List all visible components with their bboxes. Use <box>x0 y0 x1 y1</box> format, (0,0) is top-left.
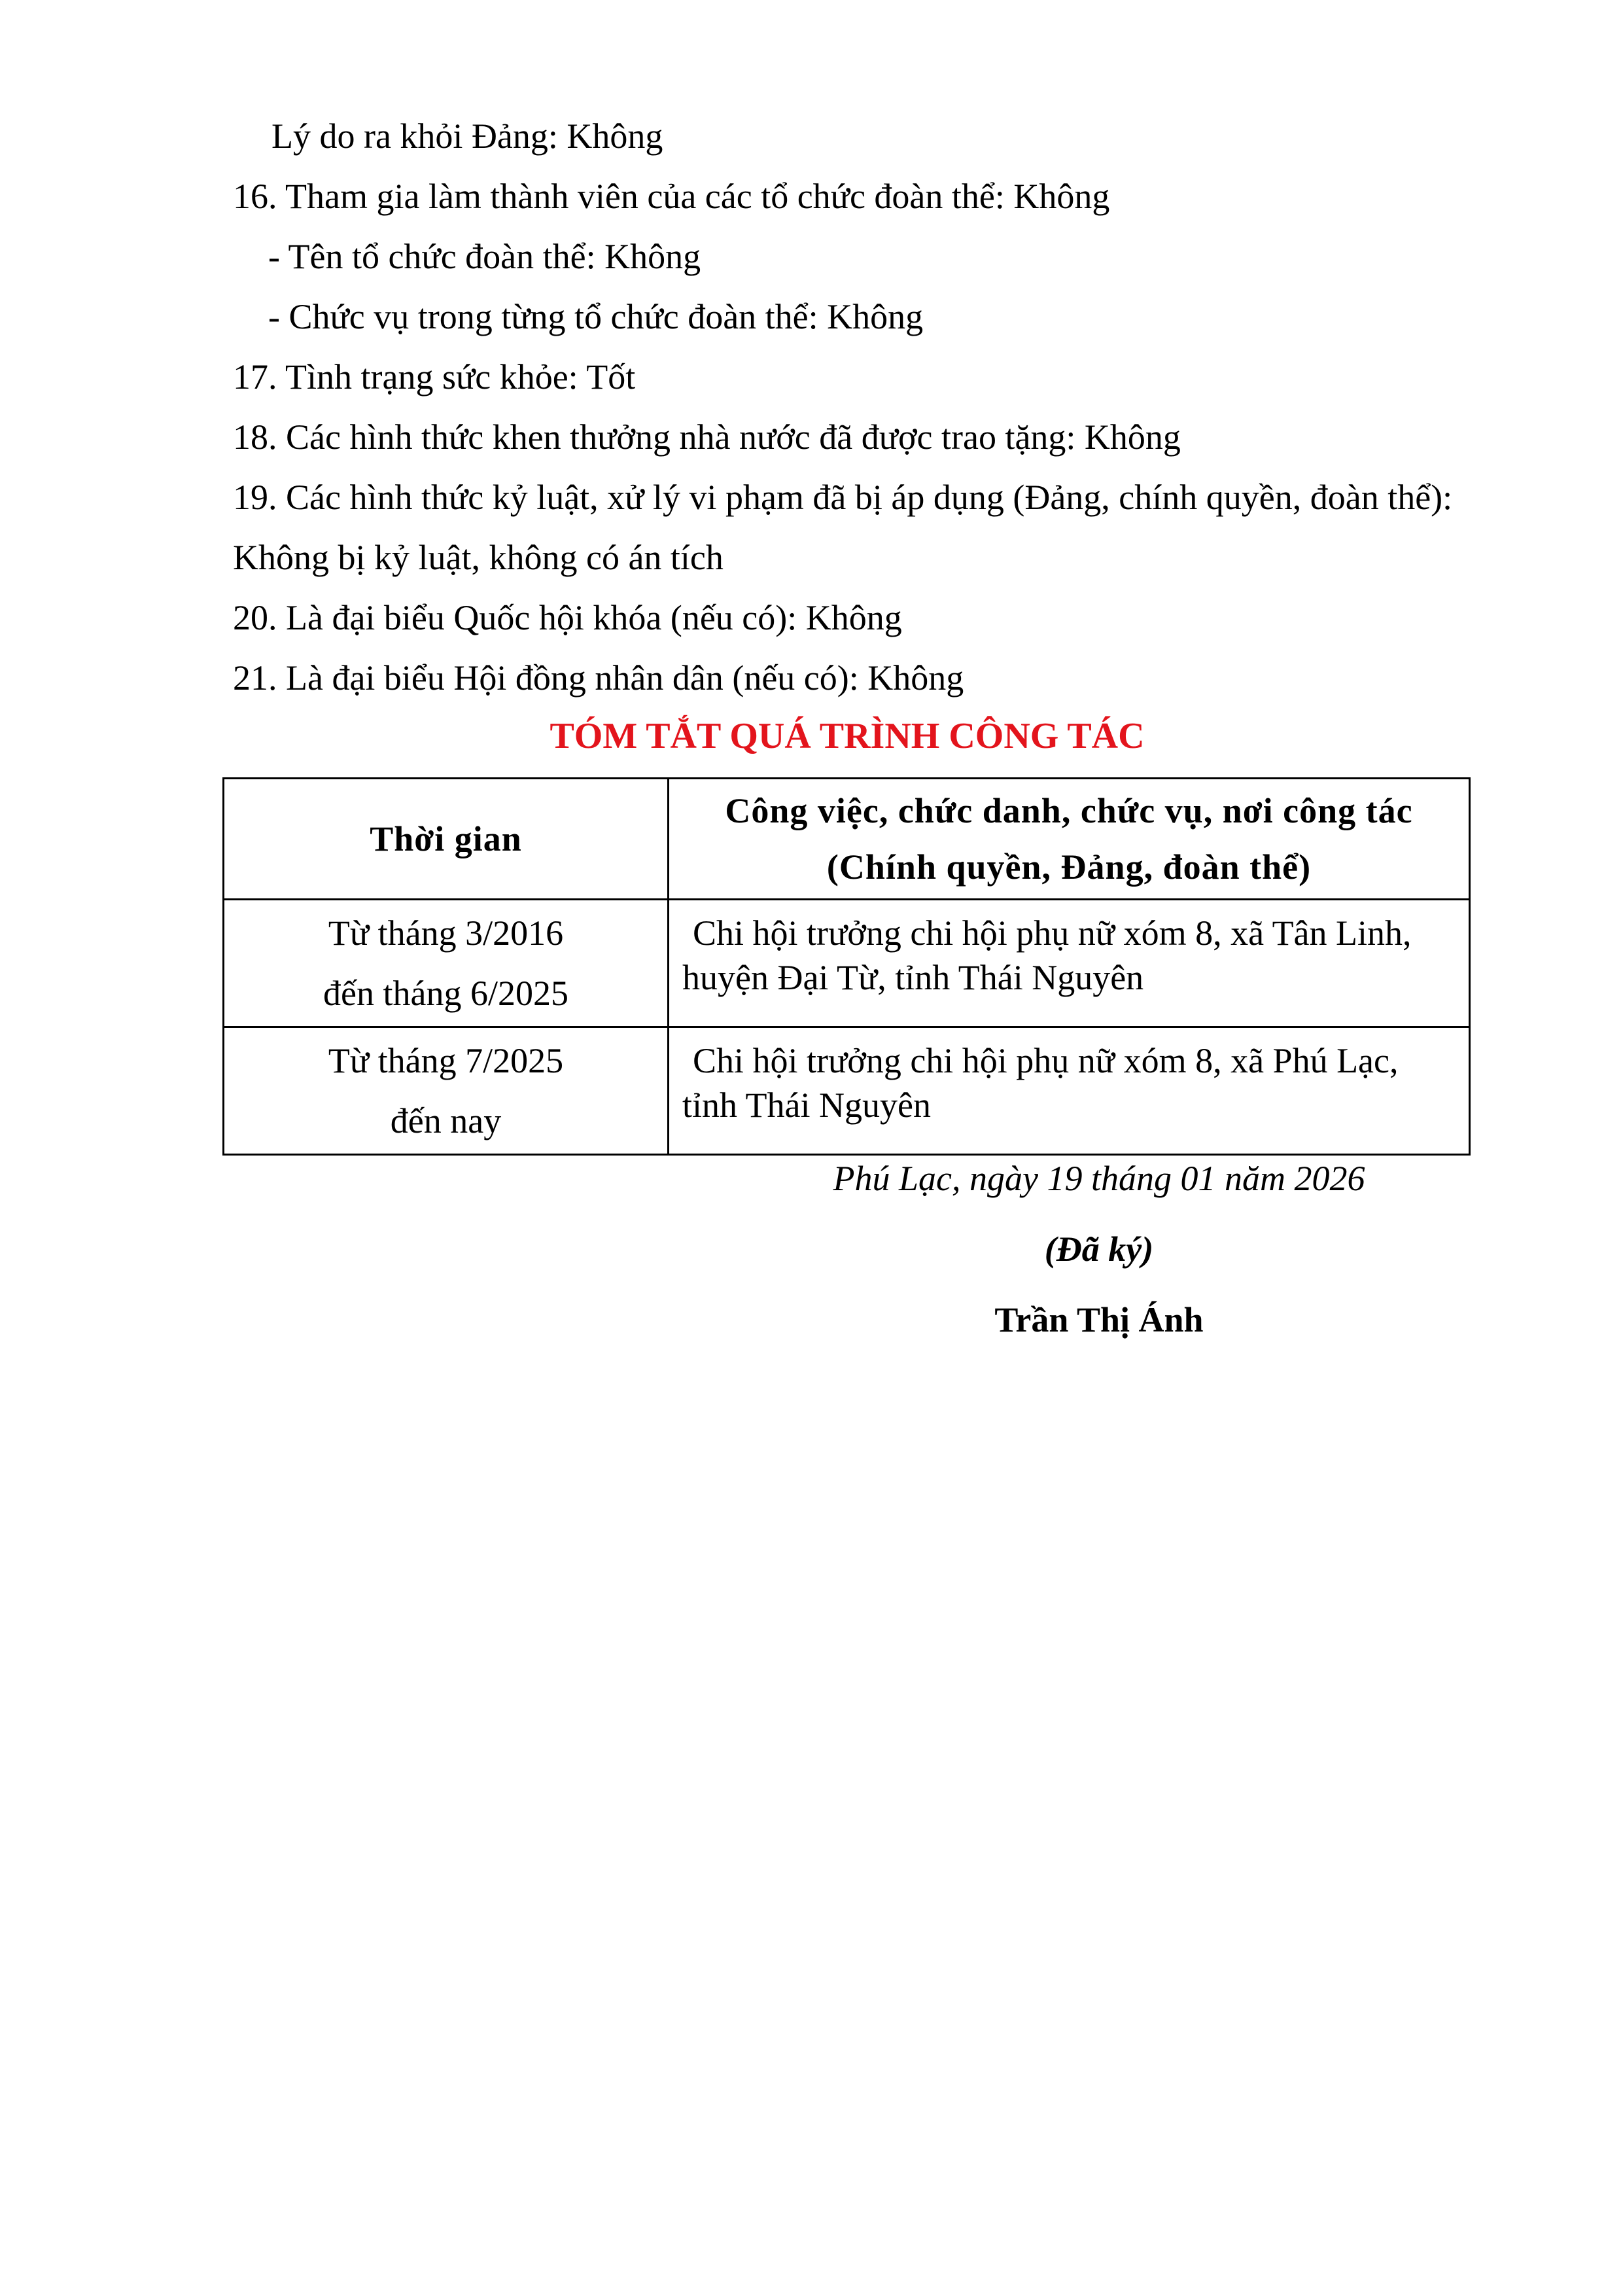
signature-signed-note: (Đã ký) <box>1044 1229 1154 1269</box>
work-history-title: TÓM TẮT QUÁ TRÌNH CÔNG TÁC <box>550 716 1145 756</box>
party-exit-reason: Lý do ra khỏi Đảng: Không <box>271 116 663 156</box>
item-17-health: 17. Tình trạng sức khỏe: Tốt <box>233 357 636 397</box>
row-time-line2: đến nay <box>390 1101 502 1140</box>
item-19-discipline: 19. Các hình thức kỷ luật, xử lý vi phạm đã bị áp dụng (Đảng, chính quyền, đoàn thể): <box>233 478 1453 517</box>
row-job-line1: Chi hội trưởng chi hội phụ nữ xóm 8, xã Tân Linh, <box>693 913 1412 953</box>
row-job <box>669 900 1470 1027</box>
row-time-line2: đến tháng 6/2025 <box>323 974 568 1013</box>
header-job-line1: Công việc, chức danh, chức vụ, nơi công tác <box>725 791 1413 830</box>
signature-name: Trần Thị Ánh <box>994 1300 1204 1339</box>
item-16-organizations: 16. Tham gia làm thành viên của các tổ chức đoàn thể: Không <box>233 177 1110 216</box>
header-job <box>669 779 1470 900</box>
row-job <box>669 1027 1470 1155</box>
table-header-row <box>224 779 1470 900</box>
row-job-line2: tỉnh Thái Nguyên <box>682 1086 931 1125</box>
work-history-table <box>222 777 1471 1156</box>
header-time <box>224 779 669 900</box>
row-time <box>224 1027 669 1155</box>
item-19-discipline-value: Không bị kỷ luật, không có án tích <box>233 538 724 577</box>
row-time <box>224 900 669 1027</box>
item-20-national-assembly: 20. Là đại biểu Quốc hội khóa (nếu có): Không <box>233 598 902 637</box>
item-16-organization-name: - Tên tổ chức đoàn thể: Không <box>268 237 701 276</box>
table-row <box>224 900 1470 1027</box>
header-time-label: Thời gian <box>370 819 522 858</box>
row-job-line2: huyện Đại Từ, tỉnh Thái Nguyên <box>682 958 1144 997</box>
header-job-line2: (Chính quyền, Đảng, đoàn thể) <box>826 847 1312 887</box>
table-row <box>224 1027 1470 1155</box>
row-time-line1: Từ tháng 3/2016 <box>328 913 564 953</box>
signature-place-date: Phú Lạc, ngày 19 tháng 01 năm 2026 <box>833 1159 1365 1198</box>
item-16-organization-position: - Chức vụ trong từng tổ chức đoàn thể: Không <box>268 297 924 336</box>
row-job-line1: Chi hội trưởng chi hội phụ nữ xóm 8, xã Phú Lạc, <box>693 1041 1399 1080</box>
item-18-awards: 18. Các hình thức khen thưởng nhà nước đã được trao tặng: Không <box>233 417 1181 457</box>
row-time-line1: Từ tháng 7/2025 <box>328 1041 564 1080</box>
item-21-peoples-council: 21. Là đại biểu Hội đồng nhân dân (nếu có): Không <box>233 658 964 698</box>
